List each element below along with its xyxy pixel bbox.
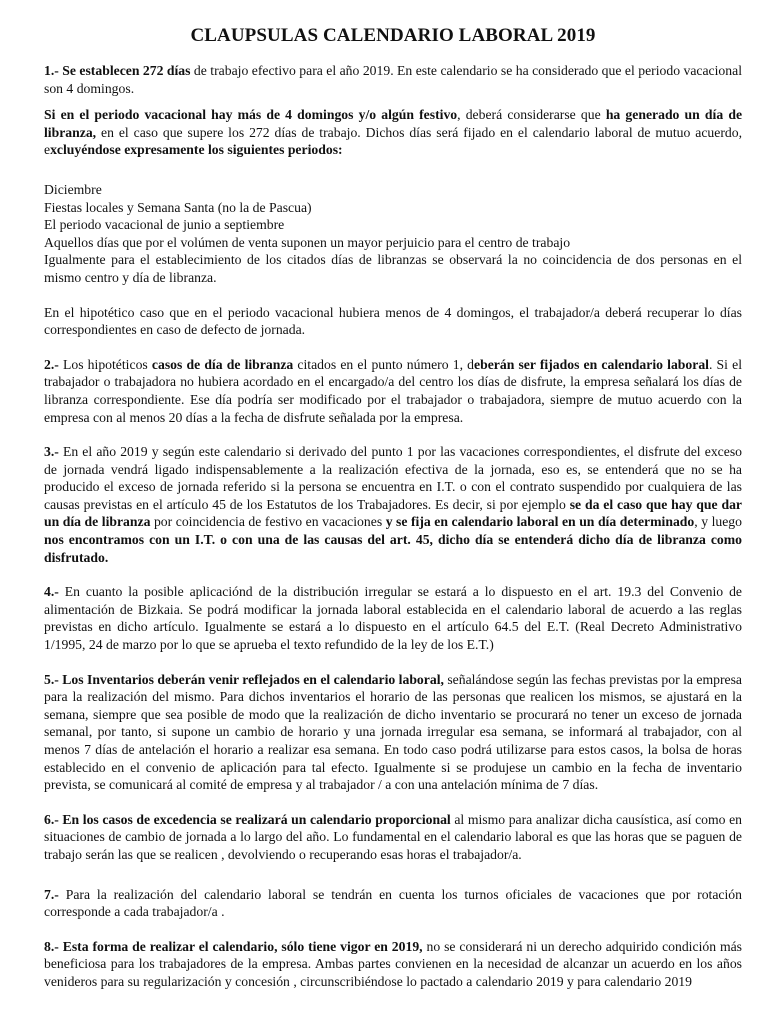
clause-5 [44, 671, 742, 794]
clause-4-text: En cuanto la posible aplicaciónd de la distribución irregular se estará a lo dispuesto en el art. 19.3 del Convenio de alimentación de Bizkaia. Se podrá modificar la jornada laboral establecida en el calendario laboral de acuerdo a las reglas previstas en dicho artículo. Igualmente se estará a lo dispuesto en el artículo 64.5 del E.T. (Real Decreto Administrativo 1/1995, 24 de marzo por lo que se aprueba el texto refundido de la ley de los E.T.) [44, 584, 742, 653]
list-item: Diciembre [44, 181, 102, 197]
clause-4-number: 4.- [44, 584, 59, 600]
clause-1-vacation-text-a: , deberá considerarse que [457, 107, 606, 123]
clause-2-text-b: citados en el punto número 1, d [293, 356, 475, 372]
clause-1-lead: 1.- Se establecen 272 días [44, 63, 191, 78]
clause-1-no-coincidence: Igualmente para el establecimiento de los citados días de libranzas se observará la no coincidencia de dos personas en el mismo centro y día de libranza. [44, 252, 742, 285]
clause-7 [44, 886, 742, 921]
list-item: El periodo vacacional de junio a septiembre [44, 217, 285, 233]
clause-1-text: de trabajo efectivo para el año 2019. En este calendario se ha considerado que el periodo vacacional son 4 domingos. [44, 63, 742, 96]
clause-7-number: 7.- [44, 886, 59, 902]
clause-1-vacation-lead: Si en el periodo vacacional hay más de 4 domingos y/o algún festivo [44, 107, 458, 123]
clause-1-vacation-paragraph [44, 106, 742, 159]
clause-1-vacation-bold-b: ha generado un día de libranza, [44, 107, 743, 140]
clause-2-bold-c: eberán ser fijados en calendario laboral [474, 356, 709, 372]
clause-8-lead: 8.- Esta forma de realizar el calendario, sólo tiene vigor en 2019, [44, 938, 423, 954]
clause-5-text: señalándose según las fechas previstas por la empresa para la realización del mismo. Para dichos inventarios el horario de las personas que realicen los mismos, se ajustará en la semana, siempre que sea posible de modo que la realización de dicho inventario se procurará no tener un exceso de jornada semanal, por tanto, si supone un cambio de horario y una jornada irregular esa semana, se informará al trabajador, con al menos 7 días de antelación el horario a realizar esa semana. En todo caso podrá utilizarse para estos casos, la bolsa de horas establecido en el convenio de aplicación para tal efecto. Igualmente si se produjese un cambio en la fecha de inventario prevista, se comunicará al comité de empresa y al trabajador / a con una antelación mínima de 7 días. [44, 671, 742, 793]
clause-8-text: no se considerará ni un derecho adquirido condición más beneficiosa para los trabajadores de la empresa. Ambas partes convienen en la necesidad de alcanzar un acuerdo en los años venideros para su regularización y concesión , circunscribiéndose lo pactado a calendario 2019 y para calendario 2019 [44, 938, 743, 989]
clause-5-lead: 5.- Los Inventarios deberán venir reflejados en el calendario laboral, [44, 671, 444, 687]
clause-1 [44, 62, 742, 97]
document-title: CLAUPSULAS CALENDARIO LABORAL 2019 [190, 25, 596, 46]
clause-3 [44, 443, 742, 566]
clause-6-lead: 6.- En los casos de excedencia se realizará un calendario proporcional [44, 811, 451, 827]
clause-2-bold-b: casos de día de libranza [151, 356, 294, 372]
clause-3-text-b: por coincidencia de festivo en vacaciones [150, 514, 386, 530]
list-item: Aquellos días que por el volúmen de venta suponen un mayor perjuicio para el centro de trabajo [44, 234, 571, 250]
clause-3-bold-c: y se fija en calendario laboral en un día determinado [385, 514, 695, 530]
clause-3-number: 3.- [44, 444, 59, 460]
clause-3-bold-b: se da el caso que hay que dar un día de libranza [44, 496, 742, 530]
clause-3-text-c: , y luego [694, 514, 742, 530]
clause-7-text: Para la realización del calendario laboral se tendrán en cuenta los turnos oficiales de vacaciones que por rotación corresponde a cada trabajador/a . [44, 886, 742, 920]
clause-1-vacation-bold-c: xcluyéndose expresamente los siguientes periodos: [50, 142, 343, 158]
clause-6 [44, 811, 742, 864]
clause-2 [44, 356, 742, 426]
clause-3-text-a: En el año 2019 y según este calendario si derivado del punto 1 por las vacaciones correspondientes, el disfrute del exceso de jornada vendrá ligado indispensablemente a la realización efectiva de la jornada, eso es, se entenderá que no se ha producido el exceso de jornada referido si la persona se encuentra en I.T. o con el contrato suspendido por cualquiera de las causas previstas en el artículo 45 de los Estatutos de los Trabajadores. Es decir, si por ejemplo [44, 444, 742, 512]
excluded-periods-list [44, 181, 742, 251]
clause-2-text-c: . Si el trabajador o trabajadora no hubiera acordado en el encargado/a del centro los días de disfrute, la empresa señalará los días de libranza correspondiente. Ese día podría ser modificado por el trabajador o trabajadora, siempre de mutuo acuerdo con la empresa con al menos 20 días a la fecha de disfrute señalada por la empresa. [44, 356, 742, 425]
clause-1-fewer-sundays: En el hipotético caso que en el periodo vacacional hubiera menos de 4 domingos, el trabajador/a deberá recuperar lo días correspondientes en caso de defecto de jornada. [44, 304, 742, 338]
list-item: Fiestas locales y Semana Santa (no la de Pascua) [44, 199, 312, 215]
clause-4 [44, 583, 742, 653]
clause-6-text: al mismo para analizar dicha causística, así como en situaciones de cambio de jornada a lo largo del año. Lo fundamental en el calendario laboral es que las horas que se paguen de trabajo serán las que se realicen , devolviendo o recuperando esas horas el trabajador/a. [44, 811, 743, 862]
clause-2-number: 2.- [44, 356, 59, 372]
clause-3-bold-d: nos encontramos con un I.T. o con una de las causas del art. 45, dicho día se entenderá dicho día de libranza como disfrutado. [44, 532, 742, 565]
clause-1-vacation-text-b: en el caso que supere los 272 días de trabajo. Dichos días será fijado en el calendario laboral de mutuo acuerdo, e [44, 124, 742, 158]
clause-8 [44, 938, 742, 991]
clause-2-text-a: Los hipotéticos [58, 356, 152, 372]
